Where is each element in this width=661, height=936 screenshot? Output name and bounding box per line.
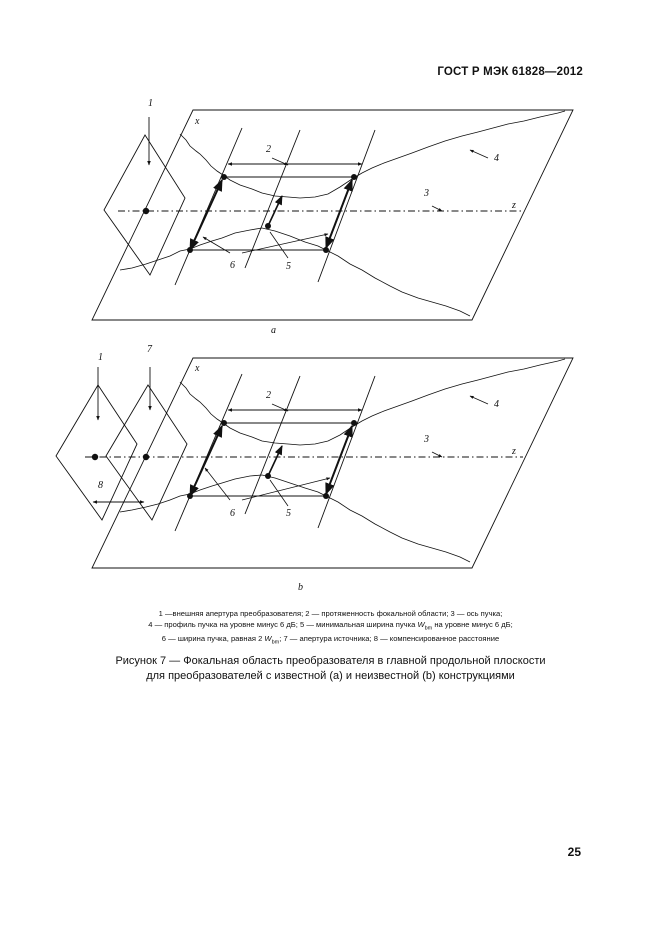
svg-text:x: x — [195, 363, 200, 374]
svg-text:2: 2 — [266, 390, 271, 401]
figure-title-line-1: Рисунок 7 — Фокальная область преобразователя в главной продольной плоскости — [115, 655, 546, 667]
svg-text:6: 6 — [230, 508, 235, 519]
svg-text:5: 5 — [286, 508, 291, 519]
svg-text:x: x — [195, 116, 200, 127]
svg-text:4: 4 — [494, 153, 499, 164]
svg-text:7: 7 — [147, 344, 152, 355]
svg-text:3: 3 — [424, 434, 429, 445]
svg-text:4: 4 — [494, 399, 499, 410]
svg-text:2: 2 — [266, 144, 271, 155]
svg-text:b: b — [298, 582, 303, 593]
figure-title-line-2: для преобразователей с известной (a) и неизвестной (b) конструкциями — [146, 670, 515, 682]
legend-line-3: 6 — ширина пучка, равная 2 $W_{bm}$; 7 — апертура источника; 8 — компенсированное расстояние — [161, 633, 500, 646]
figure-a-labels — [148, 98, 516, 336]
svg-text:z: z — [512, 446, 516, 457]
svg-text:z: z — [512, 200, 516, 211]
longitudinal-plane — [92, 358, 573, 568]
source-aperture-plane — [106, 385, 187, 520]
svg-text:1: 1 — [98, 352, 103, 363]
page-number: 25 — [567, 845, 581, 859]
figure-b — [56, 358, 573, 568]
svg-text:5: 5 — [286, 261, 291, 272]
svg-text:6: 6 — [230, 260, 235, 271]
svg-text:3: 3 — [424, 188, 429, 199]
beam-profile-upper — [180, 359, 565, 445]
beam-width-arrow-left — [190, 426, 222, 496]
beam-width-arrow-right — [326, 180, 352, 248]
svg-text:1: 1 — [148, 98, 153, 109]
aperture-center-dot — [143, 208, 149, 214]
legend-line-2: 4 — профиль пучка на уровне минус 6 дБ; 5 — минимальная ширина пучка $W_{bm}$ на уровне минус 6 дБ; — [148, 619, 513, 632]
svg-text:a: a — [271, 325, 276, 336]
beam-profile-lower — [120, 475, 470, 562]
longitudinal-plane — [92, 110, 573, 320]
outer-aperture-plane — [104, 135, 185, 275]
figure-legend — [60, 609, 601, 648]
beam-profile-upper — [180, 111, 565, 198]
beam-width-arrow-right — [326, 426, 352, 494]
figure-b-labels — [98, 344, 516, 593]
figure-a — [92, 110, 573, 320]
svg-text:8: 8 — [98, 480, 103, 491]
document-header: ГОСТ Р МЭК 61828—2012 — [437, 66, 583, 78]
legend-line-1: 1 —внешняя апертура преобразователя; 2 — протяженность фокальной области; 3 — ось пучка; — [158, 609, 503, 618]
figure-title — [40, 654, 621, 684]
